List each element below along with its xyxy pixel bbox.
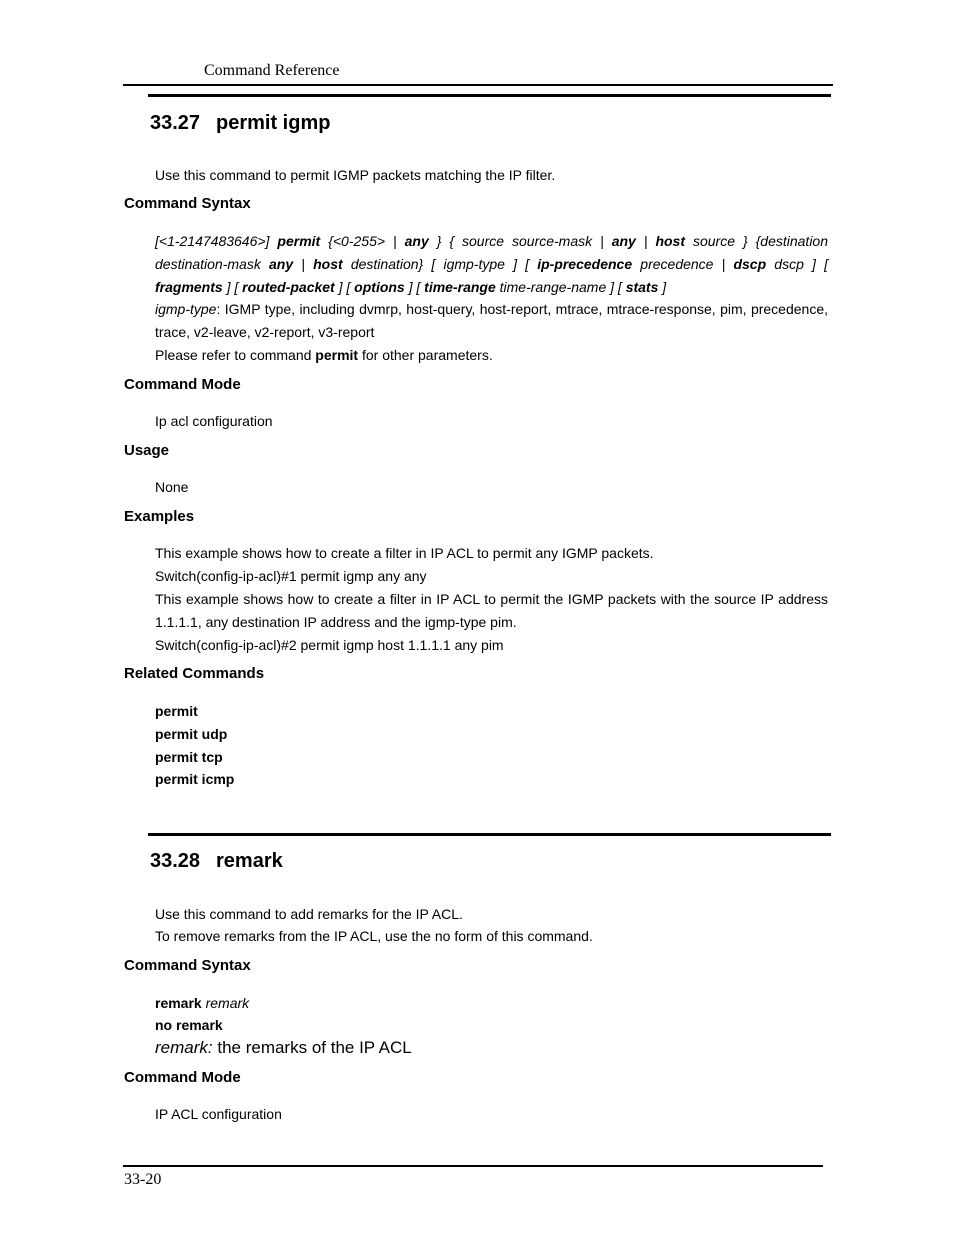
- section-title: permit igmp: [216, 112, 331, 134]
- section-heading: [150, 850, 283, 873]
- example-command: Switch(config-ip-acl)#2 permit igmp host 1.1.1.1 any pim: [155, 637, 504, 653]
- command-mode: IP ACL configuration: [155, 1106, 282, 1122]
- command-syntax: remark remark: [155, 995, 250, 1011]
- command-mode: Ip acl configuration: [155, 413, 273, 429]
- section-number: 33.27: [150, 112, 201, 134]
- examples-heading: Examples: [124, 508, 195, 525]
- refer-command: permit: [315, 347, 359, 363]
- parameter-description: remark: the remarks of the IP ACL: [155, 1038, 412, 1057]
- parameter-description: igmp-type: IGMP type, including dvmrp, host-query, host-report, mtrace, mtrace-response, pim, precedence, trace, v2-leave, v2-report, v3-report: [155, 301, 828, 340]
- parameter-name: igmp-type: [155, 301, 217, 317]
- example-text: This example shows how to create a filter in IP ACL to permit any IGMP packets.: [155, 545, 654, 561]
- command-mode-heading: Command Mode: [124, 376, 241, 393]
- command-syntax: [<1-2147483646>] permit {<0-255> | any } { source source-mask | any | host source } {destination destination-mask any | host destination} [ igmp-type ] [ ip-precedence precedence | dscp dscp ] [ fragments ] [ routed-packet ] [ options ] [ time-range time-range-name ] [ stats ]: [155, 233, 829, 295]
- page-number: 33-20: [124, 1171, 162, 1188]
- usage-heading: Usage: [124, 442, 170, 459]
- header-rule: [123, 84, 833, 86]
- refer-note: Please refer to command permit for other parameters.: [155, 347, 493, 363]
- section-heading: [150, 112, 330, 135]
- usage-text: None: [155, 479, 189, 495]
- footer-rule: [123, 1165, 823, 1167]
- command-syntax-heading: Command Syntax: [124, 957, 251, 974]
- command-syntax: no remark: [155, 1017, 223, 1033]
- parameter-name: remark:: [155, 1038, 213, 1057]
- example-command: Switch(config-ip-acl)#1 permit igmp any any: [155, 568, 427, 584]
- related-command: permit icmp: [155, 771, 235, 787]
- section-number: 33.28: [150, 850, 201, 872]
- example-text: This example shows how to create a filter in IP ACL to permit the IGMP packets with the source IP address 1.1.1.1, any destination IP address and the igmp-type pim.: [155, 591, 828, 630]
- related-command: permit: [155, 703, 198, 719]
- command-syntax-heading: Command Syntax: [124, 195, 251, 212]
- section-description: Use this command to add remarks for the IP ACL.: [155, 906, 463, 922]
- section-rule: [148, 833, 831, 836]
- running-header: Command Reference: [204, 62, 340, 79]
- section-rule: [148, 94, 831, 97]
- command-mode-heading: Command Mode: [124, 1069, 241, 1086]
- section-description: To remove remarks from the IP ACL, use the no form of this command.: [155, 928, 593, 944]
- related-command: permit tcp: [155, 749, 223, 765]
- section-title: remark: [216, 850, 283, 872]
- related-commands-heading: Related Commands: [124, 665, 265, 682]
- related-command: permit udp: [155, 726, 228, 742]
- section-description: Use this command to permit IGMP packets matching the IP filter.: [155, 167, 556, 183]
